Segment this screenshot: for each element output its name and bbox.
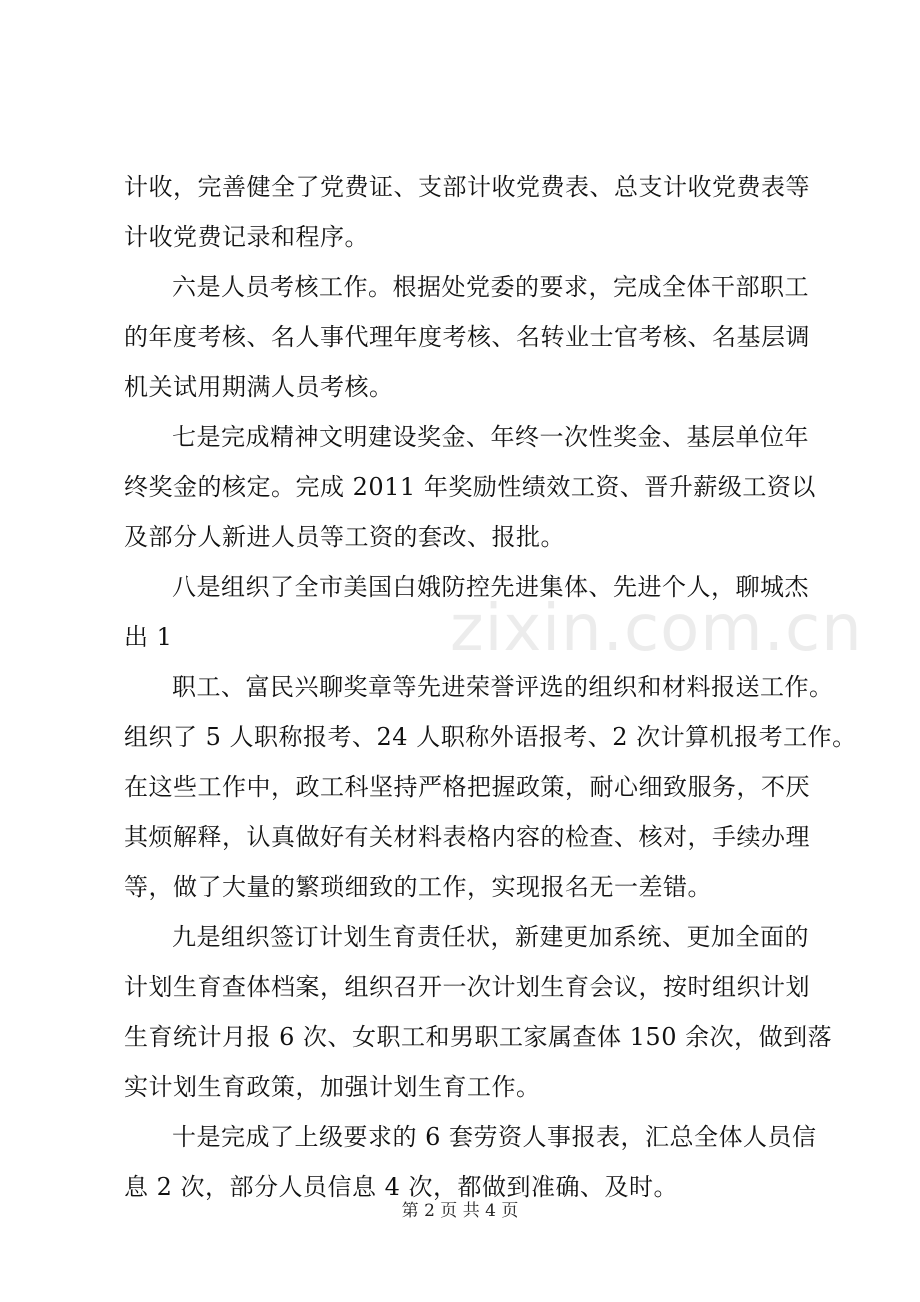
text-line: 等，做了大量的繁琐细致的工作，实现报名无一差错。 xyxy=(124,873,712,901)
text-line: 实计划生育政策，加强计划生育工作。 xyxy=(124,1073,541,1101)
text-line: 在这些工作中，政工科坚持严格把握政策，耐心细致服务，不厌 xyxy=(124,773,810,801)
text-line: 机关试用期满人员考核。 xyxy=(124,373,394,401)
paragraph-start-line: 九是组织签订计划生育责任状，新建更加系统、更加全面的 xyxy=(172,923,809,951)
watermark: zixin.com.cn xyxy=(450,592,863,666)
text-line: 计划生育查体档案，组织召开一次计划生育会议，按时组织计划 xyxy=(124,973,810,1001)
text-line: 出 1 xyxy=(124,623,173,651)
text-line: 息 2 次，部分人员信息 4 次，都做到准确、及时。 xyxy=(124,1173,679,1201)
text-line: 计收党费记录和程序。 xyxy=(124,223,369,251)
paragraph-start-line: 七是完成精神文明建设奖金、年终一次性奖金、基层单位年 xyxy=(172,423,809,451)
paragraph-start-line: 十是完成了上级要求的 6 套劳资人事报表，汇总全体人员信 xyxy=(172,1123,817,1151)
paragraph-start-line: 八是组织了全市美国白娥防控先进集体、先进个人，聊城杰 xyxy=(172,573,809,601)
text-line: 的年度考核、名人事代理年度考核、名转业士官考核、名基层调 xyxy=(124,323,810,351)
text-line: 其烦解释，认真做好有关材料表格内容的检查、核对，手续办理 xyxy=(124,823,810,851)
text-line: 计收，完善健全了党费证、支部计收党费表、总支计收党费表等 xyxy=(124,173,810,201)
text-line: 终奖金的核定。完成 2011 年奖励性绩效工资、晋升薪级工资以 xyxy=(124,473,816,501)
text-line: 组织了 5 人职称报考、24 人职称外语报考、2 次计算机报考工作。 xyxy=(124,723,857,751)
paragraph-start-line: 六是人员考核工作。根据处党委的要求，完成全体干部职工 xyxy=(172,273,809,301)
page-footer: 第 2 页 共 4 页 xyxy=(401,1201,519,1221)
text-line: 及部分人新进人员等工资的套改、报批。 xyxy=(124,523,565,551)
text-line: 生育统计月报 6 次、女职工和男职工家属查体 150 余次，做到落 xyxy=(124,1023,833,1051)
paragraph-start-line: 职工、富民兴聊奖章等先进荣誉评选的组织和材料报送工作。 xyxy=(172,673,834,701)
